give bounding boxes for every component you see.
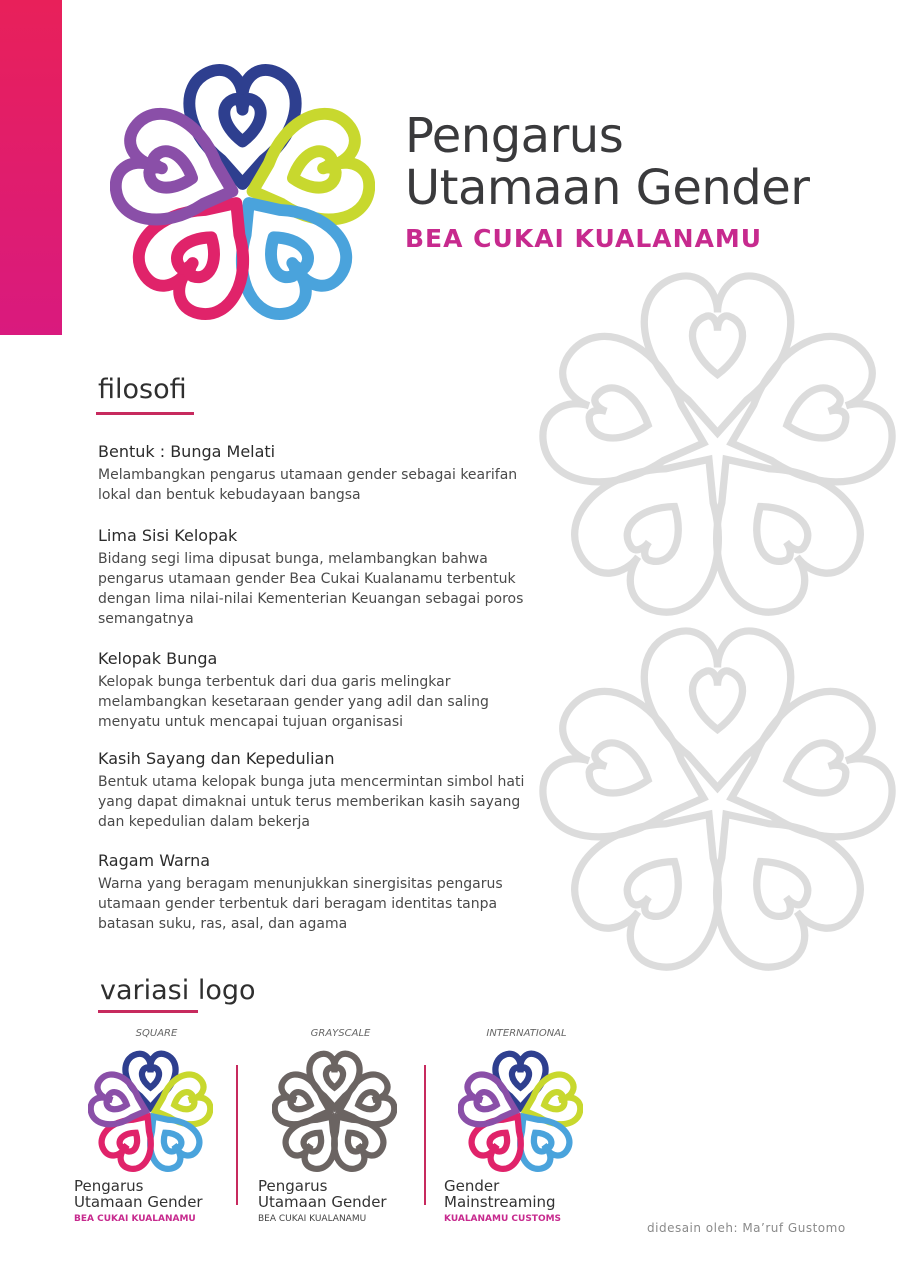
designer-credit: didesain oleh: Ma’ruf Gustomo <box>647 1221 846 1235</box>
filosofi-heading: filosofi <box>98 374 187 405</box>
subtitle: BEA CUKAI KUALANAMU <box>405 224 763 253</box>
variant-sub: BEA CUKAI KUALANAMU <box>258 1214 367 1224</box>
variant-wordmark <box>444 1178 609 1224</box>
entry-desc: Kelopak bunga terbentuk dari dua garis melingkar melambangkan kesetaraan gender yang adil dan saling menyatu untuk mencapai tujuan organisasi <box>98 674 489 730</box>
filosofi-entry <box>98 851 538 934</box>
background-flower-outline-top <box>535 265 900 630</box>
variasi-underline <box>98 1010 198 1013</box>
jasmine-flower-logo <box>110 62 375 327</box>
variant-line-2: Utamaan Gender <box>258 1193 387 1211</box>
logo-petal-blue <box>189 70 295 184</box>
variant-wordmark <box>258 1178 423 1224</box>
title-line-1: Pengarus <box>405 108 624 164</box>
entry-title: Lima Sisi Kelopak <box>98 526 238 545</box>
filosofi-underline <box>96 412 194 415</box>
variant-flower-color <box>88 1050 213 1175</box>
variant-line-2: Utamaan Gender <box>74 1193 203 1211</box>
entry-desc: Warna yang beragam menunjukkan sinergisitas pengarus utamaan gender terbentuk dari beragam identitas tanpa batasan suku, ras, asal, dan agama <box>98 876 503 932</box>
variant-flower-grayscale <box>272 1050 397 1175</box>
variant-sub: BEA CUKAI KUALANAMU <box>74 1214 196 1224</box>
variant-line-2: Mainstreaming <box>444 1193 556 1211</box>
variant-line-1: Gender <box>444 1177 500 1195</box>
logo-variant-square <box>74 1028 239 1228</box>
filosofi-entry <box>98 749 538 832</box>
accent-side-bar <box>0 0 62 335</box>
filosofi-entry <box>98 649 538 732</box>
variant-caption: SQUARE <box>135 1028 178 1039</box>
variant-caption: INTERNATIONAL <box>486 1028 567 1039</box>
logo-variant-grayscale <box>258 1028 423 1228</box>
variant-divider <box>236 1065 238 1205</box>
variant-sub: KUALANAMU CUSTOMS <box>444 1214 562 1224</box>
variant-line-1: Pengarus <box>74 1177 144 1195</box>
background-flower-outline-bottom <box>535 620 900 985</box>
filosofi-entry <box>98 526 538 629</box>
filosofi-entry <box>98 442 538 505</box>
entry-title: Kasih Sayang dan Kepedulian <box>98 749 335 768</box>
variant-line-1: Pengarus <box>258 1177 328 1195</box>
variant-caption: GRAYSCALE <box>310 1028 371 1039</box>
variant-flower-color <box>458 1050 583 1175</box>
title-block <box>405 110 885 253</box>
logo-variant-international <box>444 1028 609 1228</box>
entry-title: Ragam Warna <box>98 851 211 870</box>
entry-title: Kelopak Bunga <box>98 649 218 668</box>
title-line-2: Utamaan Gender <box>405 160 810 216</box>
entry-desc: Bidang segi lima dipusat bunga, melambangkan bahwa pengarus utamaan gender Bea Cukai Kualanamu terbentuk dengan lima nilai-nilai Kementerian Keuangan sebagai poros semangatnya <box>98 551 524 627</box>
entry-title: Bentuk : Bunga Melati <box>98 442 276 461</box>
entry-desc: Melambangkan pengarus utamaan gender sebagai kearifan lokal dan bentuk kebudayaan bangsa <box>98 467 518 503</box>
variasi-heading: variasi logo <box>100 975 256 1006</box>
variant-wordmark <box>74 1178 239 1224</box>
entry-desc: Bentuk utama kelopak bunga juta mencermintan simbol hati yang dapat dimaknai untuk terus memberikan kasih sayang dan kepedulian dalam bekerja <box>98 774 525 830</box>
variant-divider <box>424 1065 426 1205</box>
